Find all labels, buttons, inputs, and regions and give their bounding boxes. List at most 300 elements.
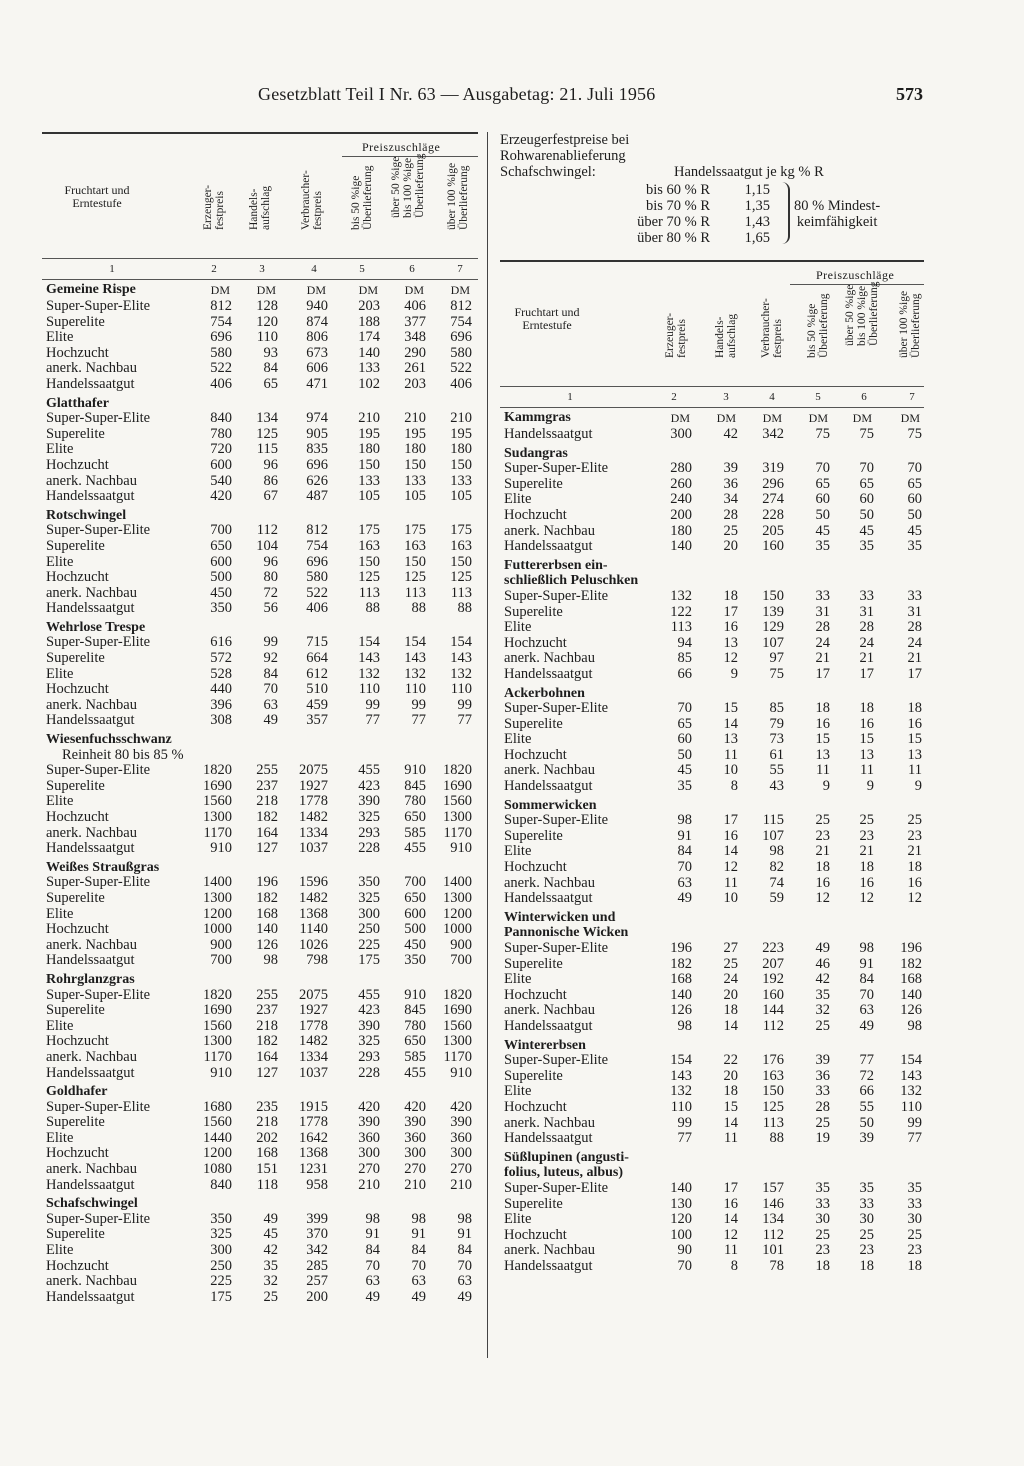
price-cell: 70 <box>677 1257 692 1274</box>
row-label: Super-Super-Elite <box>46 874 151 891</box>
price-cell: 113 <box>762 1114 784 1131</box>
price-cell: 146 <box>762 1195 784 1212</box>
price-cell: 1820 <box>443 762 472 779</box>
currency-label: DM <box>404 283 424 297</box>
price-cell: 132 <box>670 1083 692 1100</box>
price-cell: 522 <box>306 584 328 601</box>
row-label: Handelssaatgut <box>46 952 135 969</box>
table-row <box>42 891 478 907</box>
left-column-header <box>42 134 478 258</box>
section-title: Rohrglanzgras <box>46 971 135 987</box>
price-cell: 18 <box>815 700 830 717</box>
price-cell: 696 <box>306 553 328 570</box>
price-cell: 70 <box>677 859 692 876</box>
price-cell: 390 <box>358 1114 380 1131</box>
fruchtart-header <box>42 184 152 210</box>
price-cell: 17 <box>859 665 874 682</box>
price-cell: 16 <box>723 619 738 636</box>
table-row <box>42 442 478 458</box>
row-label: Super-Super-Elite <box>46 986 151 1003</box>
price-cell: 98 <box>677 1017 692 1034</box>
price-cell: 25 <box>723 522 738 539</box>
price-cell: 128 <box>256 298 278 314</box>
price-cell: 319 <box>762 460 784 477</box>
price-cell: 112 <box>762 1226 784 1243</box>
price-cell: 35 <box>815 538 830 555</box>
price-cell: 300 <box>358 1145 380 1162</box>
price-cell: 700 <box>404 874 426 891</box>
row-label: Super-Super-Elite <box>46 522 151 539</box>
price-cell: 812 <box>306 522 328 539</box>
price-cell: 33 <box>859 587 874 604</box>
price-cell: 2075 <box>299 986 328 1003</box>
price-cell: 91 <box>677 827 692 844</box>
price-cell: 182 <box>670 955 692 972</box>
price-cell: 14 <box>723 715 738 732</box>
table-row <box>500 1084 924 1100</box>
price-cell: 455 <box>358 986 380 1003</box>
price-cell: 70 <box>815 460 830 477</box>
price-cell: 49 <box>457 1288 472 1305</box>
price-cell: 1400 <box>443 874 472 891</box>
price-cell: 15 <box>723 700 738 717</box>
price-cell: 203 <box>404 375 426 392</box>
price-cell: 63 <box>677 874 692 891</box>
price-cell: 28 <box>815 619 830 636</box>
price-cell: 1927 <box>299 1002 328 1019</box>
price-cell: 21 <box>907 843 922 860</box>
price-cell: 140 <box>670 538 692 555</box>
price-cell: 13 <box>723 634 738 651</box>
price-cell: 70 <box>263 681 278 698</box>
row-label: Superelite <box>504 1195 563 1212</box>
price-cell: 168 <box>256 905 278 922</box>
price-cell: 420 <box>404 1098 426 1115</box>
table-row <box>500 1181 924 1197</box>
table-row <box>500 1019 924 1035</box>
price-cell: 24 <box>815 634 830 651</box>
price-cell: 134 <box>256 410 278 427</box>
price-cell: 780 <box>404 793 426 810</box>
price-cell: 84 <box>365 1242 380 1259</box>
price-cell: 572 <box>210 650 232 667</box>
price-cell: 36 <box>815 1067 830 1084</box>
price-cell: 72 <box>859 1067 874 1084</box>
price-cell: 840 <box>210 410 232 427</box>
header-ueber-100: über 100 %ige Überlieferung <box>446 162 470 230</box>
row-label: Elite <box>504 619 532 636</box>
row-label: Superelite <box>46 1114 105 1131</box>
section-title: Schafschwingel <box>46 1196 138 1212</box>
currency-label: DM <box>900 411 920 425</box>
price-cell: 24 <box>907 634 922 651</box>
price-cell: 21 <box>859 843 874 860</box>
price-cell: 70 <box>677 700 692 717</box>
price-cell: 43 <box>769 778 784 795</box>
price-cell: 110 <box>450 681 472 698</box>
price-cell: 35 <box>263 1257 278 1274</box>
row-label: Handelssaatgut <box>46 1288 135 1305</box>
price-cell: 164 <box>256 824 278 841</box>
price-cell: 132 <box>404 665 426 682</box>
price-cell: 1690 <box>203 777 232 794</box>
table-row <box>500 1212 924 1228</box>
row-label: anerk. Nachbau <box>504 1242 595 1259</box>
price-cell: 36 <box>723 475 738 492</box>
price-cell: 75 <box>815 426 830 442</box>
price-cell: 125 <box>358 569 380 586</box>
table-row <box>500 1100 924 1116</box>
price-cell: 88 <box>411 600 426 617</box>
table-row <box>500 605 924 621</box>
price-cell: 1596 <box>299 874 328 891</box>
price-cell: 163 <box>358 537 380 554</box>
price-cell: 207 <box>762 955 784 972</box>
price-cell: 23 <box>907 827 922 844</box>
price-cell: 210 <box>358 410 380 427</box>
price-cell: 210 <box>404 410 426 427</box>
price-cell: 14 <box>723 1114 738 1131</box>
price-cell: 20 <box>723 986 738 1003</box>
producer-label-line <box>500 164 924 180</box>
header-bis-50: bis 50 %ige Überlieferung <box>806 293 830 358</box>
price-cell: 151 <box>256 1161 278 1178</box>
price-cell: 14 <box>723 1211 738 1228</box>
price-cell: 127 <box>256 840 278 857</box>
price-cell: 195 <box>450 425 472 442</box>
table-row <box>42 1227 478 1243</box>
price-cell: 11 <box>724 874 738 891</box>
price-cell: 9 <box>822 778 830 795</box>
price-cell: 91 <box>859 955 874 972</box>
table-row <box>42 474 478 490</box>
table-row <box>42 601 478 617</box>
price-cell: 77 <box>907 1130 922 1147</box>
price-cell: 293 <box>358 1048 380 1065</box>
row-label: Superelite <box>504 603 563 620</box>
price-cell: 25 <box>723 955 738 972</box>
section-title: Weißes Straußgras <box>46 859 160 875</box>
price-cell: 18 <box>723 1083 738 1100</box>
table-row <box>42 1019 478 1035</box>
row-label: Elite <box>46 1017 74 1034</box>
price-cell: 18 <box>723 587 738 604</box>
price-cell: 88 <box>365 600 380 617</box>
table-row <box>500 891 924 907</box>
currency-label: DM <box>808 411 828 425</box>
table-row <box>500 1131 924 1147</box>
price-cell: 35 <box>815 986 830 1003</box>
price-cell: 94 <box>677 634 692 651</box>
row-label: anerk. Nachbau <box>46 1273 137 1290</box>
section-subtitle: Reinheit 80 bis 85 % <box>62 746 184 763</box>
price-cell: 99 <box>457 696 472 713</box>
price-cell: 1368 <box>299 905 328 922</box>
section-title-cont: folius, luteus, albus) <box>504 1165 624 1181</box>
row-label: anerk. Nachbau <box>46 696 137 713</box>
price-cell: 1300 <box>203 809 232 825</box>
price-cell: 168 <box>256 1145 278 1162</box>
price-cell: 664 <box>306 650 328 667</box>
row-label: Hochzucht <box>46 456 109 473</box>
price-cell: 325 <box>358 889 380 906</box>
row-label: Hochzucht <box>504 506 567 523</box>
price-cell: 13 <box>723 731 738 748</box>
table-row <box>42 667 478 683</box>
header-bis-50: bis 50 %ige Überlieferung <box>350 165 374 230</box>
price-cell: 150 <box>762 587 784 604</box>
price-cell: 157 <box>762 1179 784 1196</box>
price-cell: 25 <box>907 1226 922 1243</box>
row-label: anerk. Nachbau <box>46 360 137 377</box>
row-label: Handelssaatgut <box>46 488 135 505</box>
column-numbers: 1 2 3 4 5 6 7 <box>109 263 463 275</box>
table-row <box>42 1115 478 1131</box>
price-cell: 32 <box>815 1002 830 1019</box>
price-cell: 30 <box>859 1211 874 1228</box>
price-cell: 63 <box>457 1273 472 1290</box>
price-cell: 700 <box>210 952 232 969</box>
price-cell: 487 <box>306 488 328 505</box>
price-cell: 39 <box>815 1052 830 1069</box>
row-label: anerk. Nachbau <box>46 1048 137 1065</box>
price-cell: 113 <box>450 584 472 601</box>
table-row <box>500 829 924 845</box>
price-cell: 235 <box>256 1098 278 1115</box>
table-row <box>500 748 924 764</box>
section-title: Süßlupinen (angusti- <box>504 1149 629 1165</box>
price-cell: 100 <box>670 1226 692 1243</box>
price-cell: 780 <box>404 1017 426 1034</box>
price-cell: 150 <box>762 1083 784 1100</box>
price-cell: 471 <box>306 375 328 392</box>
row-label: anerk. Nachbau <box>46 1161 137 1178</box>
price-cell: 35 <box>907 1179 922 1196</box>
price-cell: 250 <box>210 1257 232 1274</box>
row-label: Elite <box>46 1129 74 1146</box>
section-title: Winterwicken und <box>504 909 616 925</box>
row-label: Superelite <box>46 889 105 906</box>
price-cell: 420 <box>358 1098 380 1115</box>
row-label: Super-Super-Elite <box>46 762 151 779</box>
price-cell: 218 <box>256 1017 278 1034</box>
price-cell: 110 <box>670 1098 692 1115</box>
section-title: Glatthafer <box>46 395 109 411</box>
price-cell: 28 <box>907 619 922 636</box>
row-label: Super-Super-Elite <box>504 940 609 956</box>
price-cell: 845 <box>404 1002 426 1019</box>
price-cell: 270 <box>404 1161 426 1178</box>
header-verbraucherfestpreis: Verbraucher- festpreis <box>300 170 324 230</box>
price-cell: 522 <box>210 360 232 377</box>
column-numbers: 1 2 3 4 5 6 7 <box>567 391 915 403</box>
table-row <box>500 524 924 540</box>
price-cell: 910 <box>210 840 232 857</box>
price-cell: 77 <box>365 712 380 729</box>
table-row <box>500 972 924 988</box>
price-cell: 163 <box>404 537 426 554</box>
row-label: Elite <box>504 1083 532 1100</box>
table-row <box>500 1259 924 1275</box>
price-cell: 97 <box>769 650 784 667</box>
price-cell: 84 <box>411 1242 426 1259</box>
price-cell: 175 <box>450 522 472 539</box>
price-cell: 132 <box>450 665 472 682</box>
price-cell: 450 <box>404 936 426 953</box>
price-cell: 122 <box>670 603 692 620</box>
price-cell: 510 <box>306 681 328 698</box>
price-cell: 175 <box>210 1288 232 1305</box>
price-cell: 450 <box>210 584 232 601</box>
price-cell: 33 <box>815 1083 830 1100</box>
price-cell: 14 <box>723 843 738 860</box>
header-erzeugerfestpreis: Erzeuger- festpreis <box>202 184 226 230</box>
row-label: Superelite <box>46 313 105 330</box>
table-row <box>42 330 478 346</box>
price-cell: 96 <box>263 456 278 473</box>
price-cell: 21 <box>907 650 922 667</box>
left-column <box>42 132 478 1305</box>
row-label: anerk. Nachbau <box>46 824 137 841</box>
price-cell: 160 <box>762 538 784 555</box>
price-cell: 350 <box>210 1210 232 1227</box>
section-title: Wintererbsen <box>504 1037 586 1053</box>
price-cell: 650 <box>404 889 426 906</box>
row-label: Hochzucht <box>504 986 567 1003</box>
row-label: Super-Super-Elite <box>46 298 151 314</box>
price-cell: 93 <box>263 344 278 361</box>
table-row <box>500 1197 924 1213</box>
price-cell: 28 <box>815 1098 830 1115</box>
row-label: Handelssaatgut <box>504 538 593 555</box>
price-cell: 274 <box>762 491 784 508</box>
table-row <box>42 1050 478 1066</box>
section-title: Ackerbohnen <box>504 685 585 701</box>
price-cell: 61 <box>769 746 784 763</box>
price-cell: 25 <box>263 1288 278 1305</box>
price-cell: 228 <box>762 506 784 523</box>
table-row <box>500 667 924 683</box>
right-table-body <box>500 408 924 1274</box>
price-cell: 66 <box>859 1083 874 1100</box>
price-cell: 33 <box>907 587 922 604</box>
price-cell: 133 <box>404 472 426 489</box>
price-cell: 104 <box>256 537 278 554</box>
price-cell: 900 <box>210 936 232 953</box>
row-label: Hochzucht <box>504 1098 567 1115</box>
price-cell: 45 <box>263 1226 278 1243</box>
price-cell: 11 <box>724 1130 738 1147</box>
price-cell: 60 <box>859 491 874 508</box>
price-cell: 50 <box>859 1114 874 1131</box>
price-cell: 406 <box>306 600 328 617</box>
price-cell: 9 <box>914 778 922 795</box>
table-row <box>42 698 478 714</box>
table-row <box>42 1066 478 1082</box>
price-cell: 15 <box>815 731 830 748</box>
preiszuschlaege-header: Preiszuschläge <box>816 268 895 282</box>
table-row <box>500 1053 924 1069</box>
table-row <box>42 458 478 474</box>
price-cell: 63 <box>411 1273 426 1290</box>
price-cell: 390 <box>450 1114 472 1131</box>
price-cell: 455 <box>358 762 380 779</box>
price-cell: 522 <box>450 360 472 377</box>
price-cell: 300 <box>358 905 380 922</box>
price-cell: 134 <box>762 1211 784 1228</box>
price-cell: 70 <box>907 460 922 477</box>
price-cell: 60 <box>907 491 922 508</box>
price-cell: 390 <box>404 1114 426 1131</box>
section-title: Gemeine Rispe <box>46 282 136 297</box>
table-row <box>42 346 478 362</box>
price-cell: 45 <box>677 762 692 779</box>
table-row <box>42 635 478 651</box>
price-cell: 237 <box>256 1002 278 1019</box>
table-row <box>500 732 924 748</box>
price-cell: 585 <box>404 1048 426 1065</box>
price-cell: 17 <box>723 812 738 829</box>
price-cell: 1560 <box>443 1017 472 1034</box>
row-label: Elite <box>46 329 74 346</box>
price-cell: 31 <box>907 603 922 620</box>
table-row <box>500 539 924 555</box>
price-cell: 1927 <box>299 777 328 794</box>
table-row <box>42 953 478 969</box>
price-cell: 70 <box>859 986 874 1003</box>
price-cell: 60 <box>677 731 692 748</box>
price-cell: 99 <box>365 696 380 713</box>
price-cell: 74 <box>769 874 784 891</box>
price-cell: 65 <box>815 475 830 492</box>
price-cell: 132 <box>358 665 380 682</box>
row-label: Hochzucht <box>504 746 567 763</box>
price-cell: 202 <box>256 1129 278 1146</box>
price-cell: 98 <box>769 843 784 860</box>
price-cell: 203 <box>358 298 380 314</box>
table-row <box>42 651 478 667</box>
row-label: anerk. Nachbau <box>504 522 595 539</box>
price-cell: 84 <box>677 843 692 860</box>
price-cell: 163 <box>762 1067 784 1084</box>
price-cell: 24 <box>723 971 738 988</box>
price-cell: 715 <box>306 634 328 651</box>
page-number: 573 <box>896 84 923 104</box>
price-cell: 12 <box>859 890 874 907</box>
price-cell: 812 <box>210 298 232 314</box>
price-cell: 300 <box>450 1145 472 1162</box>
price-cell: 12 <box>723 650 738 667</box>
price-cell: 218 <box>256 1114 278 1131</box>
price-cell: 228 <box>358 1064 380 1081</box>
germination-row: über 70 % R 1,43 <box>637 214 770 230</box>
price-cell: 18 <box>907 1257 922 1274</box>
price-cell: 21 <box>815 650 830 667</box>
row-label: anerk. Nachbau <box>504 1002 595 1019</box>
price-cell: 580 <box>210 344 232 361</box>
price-cell: 20 <box>723 538 738 555</box>
price-cell: 196 <box>256 874 278 891</box>
row-label: Elite <box>504 731 532 748</box>
price-cell: 270 <box>450 1161 472 1178</box>
table-row <box>500 1243 924 1259</box>
price-cell: 200 <box>306 1288 328 1305</box>
price-cell: 154 <box>900 1052 922 1069</box>
price-cell: 84 <box>457 1242 472 1259</box>
price-cell: 308 <box>210 712 232 729</box>
price-cell: 910 <box>450 1064 472 1081</box>
price-cell: 1560 <box>203 793 232 810</box>
